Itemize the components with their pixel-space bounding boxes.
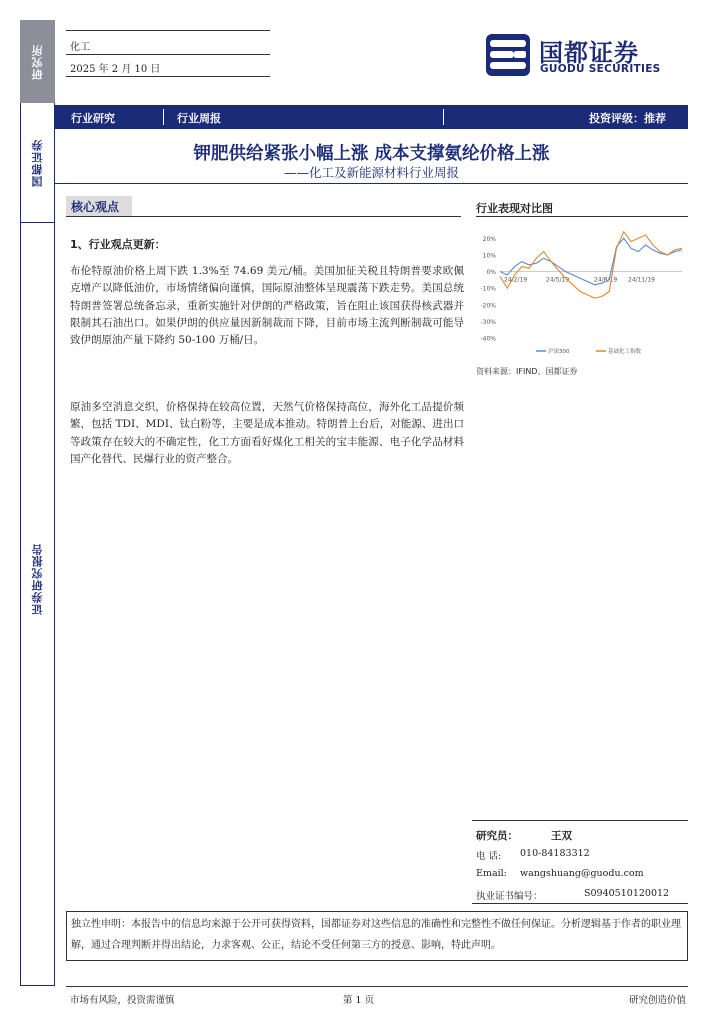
side-label-report: 证券研究报告 — [20, 223, 55, 986]
x-tick-label: 24/2/19 — [504, 276, 528, 284]
bar-divider — [163, 109, 164, 125]
logo-text-en: GUODU SECURITIES — [540, 63, 661, 75]
phone-value: 010-84183312 — [520, 848, 590, 859]
performance-chart — [476, 222, 688, 362]
analyst-rule — [472, 903, 688, 904]
footer-risk-note: 市场有风险，投资需谨慎 — [70, 995, 175, 1006]
header-rule — [66, 76, 270, 77]
title-rule — [55, 183, 688, 184]
independence-disclaimer: 独立性申明：本报告中的信息均来源于公开可获得资料，国都证券对这些信息的准确性和完整性不做任何保证。分析逻辑基于作者的职业理解，通过合理判断并得出结论，力求客观、公正，结论不受任何第三方的授意、影响，特此声明。 — [66, 911, 688, 961]
section-rule — [66, 216, 461, 217]
logo-emblem-icon — [484, 32, 532, 78]
side-label-company: 国都证券 — [20, 103, 55, 223]
series-line-1 — [500, 232, 682, 298]
x-tick-label: 24/8/19 — [594, 276, 618, 284]
x-tick-label: 24/5/19 — [546, 276, 570, 284]
point-heading: 1、行业观点更新： — [70, 238, 166, 251]
header-category: 化工 — [70, 42, 90, 53]
y-tick-label: 20% — [482, 235, 496, 243]
footer-slogan: 研究创造价值 — [628, 995, 686, 1006]
phone-label: 电 话: — [476, 851, 502, 862]
x-tick-label: 24/11/19 — [628, 276, 655, 284]
side-label-institute: 研究所 — [20, 20, 55, 103]
email-value[interactable]: wangshuang@guodu.com — [520, 868, 644, 879]
y-tick-label: 10% — [482, 252, 496, 260]
report-subtitle: ——化工及新能源材料行业周报 — [283, 165, 459, 180]
core-view-heading: 核心观点 — [66, 196, 132, 216]
y-tick-label: 0% — [486, 269, 496, 277]
header-rule — [66, 54, 270, 55]
bar-divider — [443, 109, 444, 125]
footer-rule — [66, 986, 688, 987]
analyst-label: 研究员： — [476, 830, 518, 842]
section-rule — [476, 216, 688, 217]
legend-label: 沪深300 — [548, 349, 570, 355]
investment-rating: 投资评级：推荐 — [589, 112, 666, 125]
side-strip — [20, 20, 55, 986]
y-tick-label: -40% — [480, 335, 496, 343]
cert-value: S0940510120012 — [584, 888, 670, 899]
y-tick-label: -20% — [480, 302, 496, 310]
header-rule — [66, 30, 270, 31]
cert-label: 执业证书编号： — [476, 891, 543, 902]
report-type-bar — [55, 105, 688, 129]
tag-industry-weekly: 行业周报 — [177, 112, 221, 125]
page-number: 第 1 页 — [343, 995, 375, 1006]
email-label: Email: — [476, 868, 507, 879]
logo-text-cn: 国都证券 — [539, 39, 639, 67]
chart-source: 资料来源：IFIND、国都证券 — [476, 367, 578, 376]
company-logo — [484, 30, 664, 80]
chart-title: 行业表现对比图 — [476, 202, 553, 215]
analyst-name: 王双 — [551, 830, 572, 842]
y-tick-label: -30% — [480, 318, 496, 326]
analyst-rule — [472, 820, 688, 821]
tag-industry-research: 行业研究 — [71, 112, 115, 125]
body-paragraph: 原油多空消息交织，价格保持在较高位置，天然气价格保持高位，海外化工品提价频繁，包括 TDI、MDI、钛白粉等，主要是成本推动。特朗普上台后，对能源、进出口等政策存在较大的不确定性，化工方面看好煤化工相关的宝丰能源、电子化学品材料国产化替代、民爆行业的资产整合。 — [70, 401, 464, 465]
report-title: 钾肥供给紧张小幅上涨 成本支撑氨纶价格上涨 — [193, 144, 550, 164]
legend-label: 基础化工指数 — [608, 349, 642, 355]
y-tick-label: -10% — [480, 285, 496, 293]
header-date: 2025 年 2 月 10 日 — [70, 64, 161, 75]
body-paragraph: 布伦特原油价格上周下跌 1.3%至 74.69 美元/桶。美国加征关税且特朗普要求欧佩克增产以降低油价，市场情绪偏向谨慎，国际原油整体呈现震荡下跌走势。美国总统特朗普签署总统备忘录，重新实施针对伊朗的严格政策，旨在阻止该国获得核武器并限制其石油出口。如果伊朗的供应量因新制裁而下降，目前市场主流判断制裁可能导致伊朗原油产量下降约 50-100 万桶/日。 — [70, 265, 464, 347]
